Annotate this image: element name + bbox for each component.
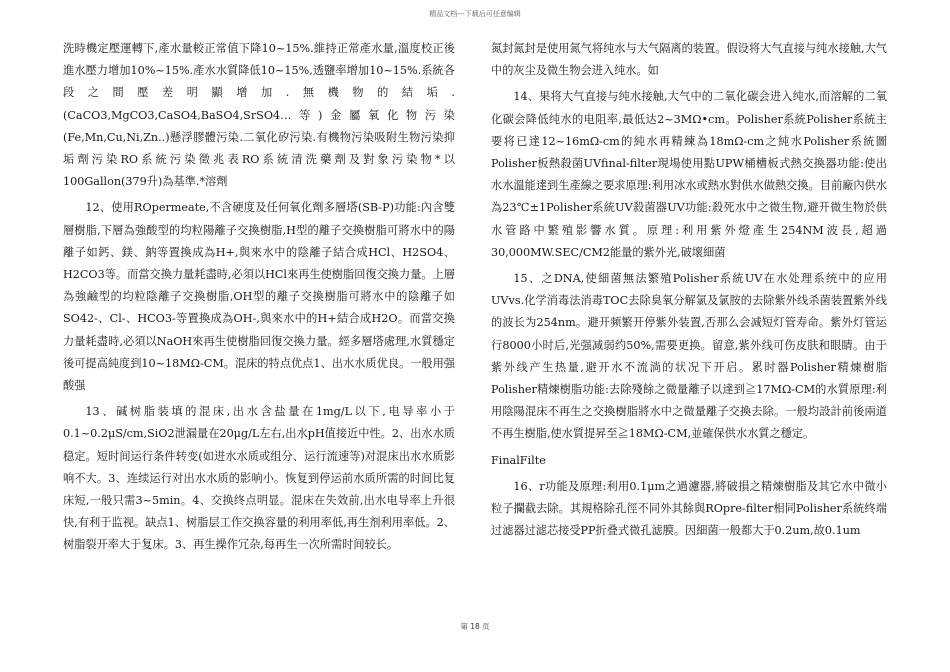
paragraph: 洗時機定壓運轉下,產水量較正常值下降10~15%.維持正常產水量,溫度校正後進水壓力增加10%~15%.產水水質降低10~15%,透鹽率增加10~15%.系統各段之間壓差明顯增加.無機物的結垢.(CaCO3,MgCO3,CaSO4,BaSO4,SrSO4…等)金屬氧化物污染(Fe,Mn,Cu,Ni,Zn..)懸浮膠體污染.二氧化矽污染.有機物污染吸附生物污染抑垢劑污染RO系統污染徵兆表RO系統清洗藥劑及對象污染物*以100Gallon(379升)為基準.*溶劑 [63, 42, 455, 189]
paragraph: 12、使用ROpermeate,不含硬度及任何氧化劑多層塔(SB-P)功能:內含雙層樹脂,下層為強酸型的均粒陽離子交換樹脂,H型的離子交換樹脂可將水中的陽離子如鈣、鎂、鈉等置換成為H+,與來水中的陰離子結合成HCl、H2SO4、H2CO3等。而當交換力量耗盡時,必須以HCl來再生使樹脂回復交換力量。上層為強鹼型的均粒陰離子交換樹脂,OH型的離子交換樹脂可將水中的陰離子如SO42-、Cl-、HCO3-等置換成為OH-,與來水中的H+結合成H2O。而當交換力量耗盡時,必須以NaOH來再生使樹脂回復交換力量。經多層塔處理,水質穩定後可提高純度到10~18MΩ-CM。混床的特点优点1、出水水质优良。一般用强酸强 [63, 201, 455, 393]
page-number: 第 18 页 [460, 622, 490, 631]
paragraph: FinalFilte [491, 453, 546, 467]
right-column [491, 38, 887, 542]
left-column [63, 38, 455, 557]
paragraph: 16、r功能及原理:利用0.1μm之過濾器,將破損之精煉樹脂及其它水中微小粒子攔截去除。其規格除孔徑不同外其餘與ROpre-filter相同Polisher系統终端过滤器过滤芯接受PP折叠式微孔滤膜。因細菌一般都大于0.2um,故0.1um [491, 479, 887, 538]
paragraph: 14、果将大气直接与纯水接触,大气中的二氧化碳会进入纯水,而溶解的二氧化碳会降低纯水的电阻率,最低达2~3MΩ•cm。Polisher系統Polisher系統主要将已達12~16mΩ-cm的純水再精練為18mΩ-cm之純水Polisher系統圖Polisher板熱殺菌UVfinal-filter現場使用點UPW桶槽板式熱交換器功能:使出水水溫能達到生產線之要求原理:利用冰水或熱水對供水做熱交換。目前廠內供水為23℃±1Polisher系統UV殺菌器UV功能:殺死水中之微生物,避开微生物於供水管路中繁殖影響水質。原理:利用紫外燈產生254NM波長,超過30,000MW.SEC/CM2能量的紫外光,破壞細菌 [491, 90, 887, 259]
page-header: 精品文档---下载后可任意编辑 [429, 10, 521, 18]
paragraph: 氮封氮封是使用氮气将纯水与大气隔离的装置。假设将大气直接与纯水接触,大气中的灰尘及微生物会进入纯水。如 [491, 42, 887, 78]
paragraph: 13、碱树脂装填的混床,出水含盐量在1mg/L以下,电导率小于0.1~0.2μS/cm,SiO2泄漏量在20μg/L左右,出水pH值接近中性。2、出水水质稳定。短时间运行条件转变(如进水水质或组分、运行流速等)对混床出水水质影响不大。3、连续运行对出水水质的影响小。恢复到停运前水质所需的时间比复床短,一般只需3~5min。4、交换终点明显。混床在失效前,出水电导率上升很快,有利于监视。缺点1、树脂层工作交换容量的利用率低,再生剂利用率低。2、树脂裂开率大于复床。3、再生操作冗杂,每再生一次所需时间较长。 [63, 405, 455, 552]
paragraph: 15、之DNA,使細菌無法繁殖Polisher系統UV在水处理系统中的应用UVvs.化学消毒法消毒TOC去除臭氧分解氯及氯胺的去除紫外线杀菌装置紫外线的波长为254nm。避开频繁开停紫外装置,否那么会减短灯管寿命。紫外灯管运行8000小时后,光强减弱约50%,需要更换。留意,紫外线可伤皮肤和眼睛。由于紫外线产生热量,避开水不流淌的状况下开启。累时器Polisher精煉樹脂Polisher精煉樹脂功能:去除殘餘之微量離子以達到≧17MΩ-CM的水質原理:利用陰陽混床不再生之交換樹脂將水中之微量離子交換去除。一般均設計前後兩道不再生樹脂,使水質提昇至≧18MΩ-CM,並確保供水水質之穩定。 [491, 272, 887, 441]
